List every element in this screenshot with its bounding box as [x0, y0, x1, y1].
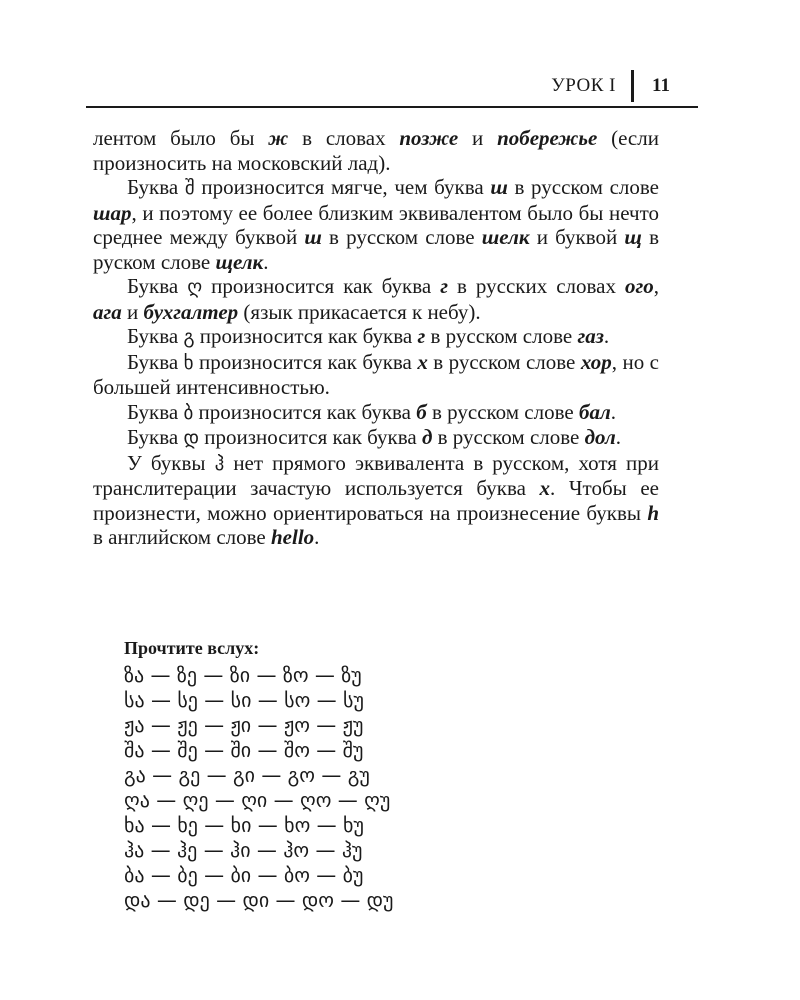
georgian-letter: ხ [183, 351, 194, 374]
text-run: , но с большей интенсивностью. [93, 349, 659, 399]
text-run: и [121, 299, 144, 324]
text-run: Буква [127, 399, 184, 424]
reading-exercise [124, 638, 624, 913]
drill-list [124, 663, 624, 913]
drill-row: ჰა — ჰე — ჰი — ჰო — ჰუ [124, 838, 363, 862]
paragraph [93, 425, 659, 451]
example-word: щ [624, 225, 642, 249]
example-word: ага [93, 299, 122, 324]
exercise-title: Прочтите вслух: [124, 638, 260, 658]
text-run: Буква [127, 324, 184, 348]
text-run: лентом было бы [93, 126, 269, 150]
example-word: щелк [215, 249, 264, 274]
text-run: в русских словах [447, 274, 625, 298]
text-run: . [263, 249, 269, 274]
example-word: газ [577, 324, 604, 348]
text-run: в русском слове [321, 225, 482, 249]
running-header-lesson: УРОК I [551, 75, 616, 96]
drill-row: ბა — ბე — ბი — ბო — ბუ [124, 863, 364, 887]
text-run: Буква [127, 175, 185, 199]
text-run: произносится как буква [194, 324, 418, 348]
georgian-letter: ბ [183, 401, 194, 424]
example-word: хор [580, 349, 612, 374]
example-word: г [440, 274, 448, 298]
example-word: h [647, 500, 659, 525]
example-word: дол [584, 425, 616, 449]
text-run: в русском слове [426, 399, 579, 424]
paragraph [93, 324, 659, 350]
text-run: в руском слове [93, 225, 659, 274]
text-run: , и поэтому ее более близким эквивалентом было бы нечто среднее между буквой [93, 200, 659, 249]
text-run: в русском слове [432, 425, 585, 449]
body-text [93, 126, 659, 550]
example-word: х [417, 349, 428, 374]
paragraph [93, 126, 659, 175]
text-run: . [615, 425, 622, 449]
text-run: в английском слове [93, 525, 271, 549]
paragraph [93, 400, 659, 426]
example-word: б [416, 399, 427, 424]
text-run: Буква [127, 274, 188, 298]
drill-row: ჟა — ჟე — ჟი — ჟო — ჟუ [124, 713, 364, 737]
paragraph [93, 175, 659, 274]
drill-row: ღა — ღე — ღი — ღო — ღუ [124, 788, 391, 812]
text-run: произносится как буква [202, 274, 441, 298]
example-word: бухгалтер [143, 299, 239, 324]
text-run: в русском слове [507, 175, 659, 199]
example-word: побережье [497, 126, 598, 150]
header-divider [631, 70, 634, 102]
drill-row: ხა — ხე — ხი — ხო — ხუ [124, 813, 364, 837]
example-word: шар [93, 200, 132, 225]
text-run: произносится как буква [193, 349, 418, 374]
text-run: (если произносить на московский лад). [93, 126, 659, 175]
example-word: hello [271, 525, 315, 549]
text-run: в словах [288, 126, 400, 150]
header-rule [86, 106, 698, 108]
example-word: бал [578, 399, 611, 424]
example-word: ж [268, 126, 289, 150]
drill-row: და — დე — დი — დო — დუ [124, 888, 394, 912]
example-word: ш [304, 225, 322, 249]
example-word: ого [625, 274, 654, 298]
text-run: и [458, 126, 498, 150]
paragraph [93, 274, 659, 324]
example-word: х [539, 476, 551, 500]
drill-row: გა — გე — გი — გო — გუ [124, 763, 370, 787]
drill-row: სა — სე — სი — სო — სუ [124, 688, 364, 712]
georgian-letter: შ [184, 177, 195, 199]
text-run: и буквой [529, 225, 625, 249]
text-run: , [653, 274, 660, 298]
example-word: позже [399, 126, 459, 150]
page-number: 11 [652, 75, 670, 96]
georgian-letter: გ [183, 326, 195, 348]
paragraph [93, 451, 659, 550]
georgian-letter: დ [183, 427, 199, 449]
example-word: шелк [481, 225, 530, 249]
text-run: произносится мягче, чем буква [194, 175, 491, 199]
text-run: Буква [127, 425, 184, 449]
text-run: в русском слове [427, 349, 581, 374]
text-run: . [603, 324, 610, 348]
text-run: нет прямого эквивалента в русском, хотя при транслитерации зачастую используется буква [93, 450, 660, 500]
example-word: г [417, 324, 426, 348]
text-run: . [610, 399, 616, 424]
paragraph [93, 350, 659, 400]
text-run: в русском слове [425, 324, 578, 348]
text-run: У буквы [127, 450, 215, 475]
text-run: . [314, 525, 320, 549]
text-run: Буква [127, 349, 184, 374]
drill-row: ზა — ზე — ზი — ზო — ზუ [124, 663, 362, 687]
example-word: ш [490, 175, 508, 199]
text-run: (язык прикасается к небу). [238, 299, 481, 324]
text-run: произносится как буква [199, 425, 422, 449]
georgian-letter: ღ [187, 276, 203, 298]
georgian-letter: ჰ [214, 452, 225, 475]
text-run: . Чтобы ее произнести, можно ориентироваться на произнесение буквы [93, 476, 659, 525]
example-word: д [421, 425, 433, 449]
drill-row: შა — შე — ში — შო — შუ [124, 738, 364, 762]
text-run: произносится как буква [193, 399, 417, 424]
